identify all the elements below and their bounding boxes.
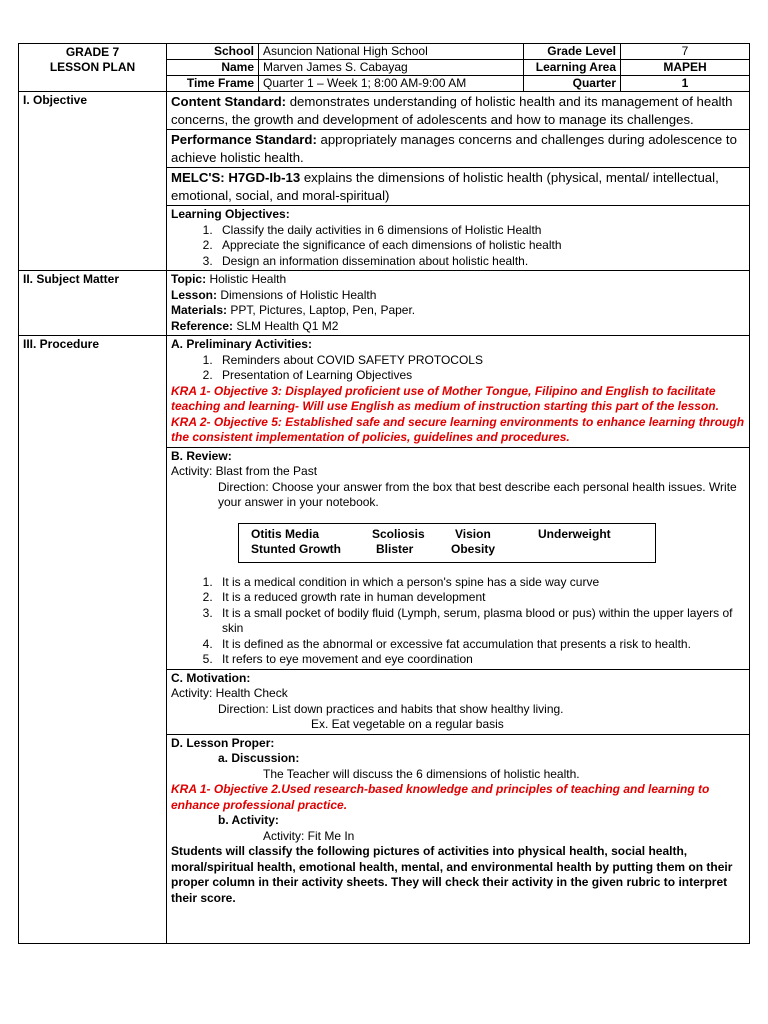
kra1-objective2: KRA 1- Objective 2.Used research-based knowledge and principles of teaching and learning to enhance professional practice.	[171, 782, 710, 812]
answer-box	[238, 523, 656, 563]
list-item: 1. Reminders about COVID SAFETY PROTOCOLS	[216, 353, 745, 369]
subject-matter	[167, 271, 750, 336]
lesson-value: Dimensions of Holistic Health	[217, 287, 377, 302]
review-activity: Activity: Blast from the Past	[171, 464, 318, 478]
content-standard	[167, 92, 750, 130]
list-item: 5. It refers to eye movement and eye coordination	[216, 652, 745, 668]
choice: Obesity	[451, 542, 496, 556]
discussion-label: a. Discussion:	[218, 751, 300, 765]
list-item: 4. It is defined as the abnormal or excessive fat accumulation that presents a risk to health.	[216, 637, 745, 653]
motivation-title: C. Motivation:	[171, 670, 251, 685]
choice: Stunted Growth	[251, 542, 341, 556]
learning-objectives-list	[171, 223, 745, 270]
list-item: 3. Design an information dissemination about holistic health.	[216, 254, 745, 270]
list-item: 1. Classify the daily activities in 6 dimensions of Holistic Health	[216, 223, 745, 239]
performance-standard-label: Performance Standard:	[171, 132, 317, 147]
list-item: 2. Appreciate the significance of each dimensions of holistic health	[216, 238, 745, 254]
discussion-text: The Teacher will discuss the 6 dimensions of holistic health.	[263, 766, 580, 781]
motivation-section	[167, 669, 750, 734]
list-item: 3. It is a small pocket of bodily fluid (Lymph, serum, plasma blood or pus) within the upper layers of skin	[216, 606, 745, 637]
school-value: Asuncion National High School	[259, 44, 524, 60]
materials-value: PPT, Pictures, Laptop, Pen, Paper.	[227, 303, 416, 317]
review-title: B. Review:	[171, 448, 232, 463]
grade-cell	[19, 44, 167, 92]
grade-level-value: 7	[621, 44, 750, 60]
melc	[167, 168, 750, 206]
review-direction: Direction: Choose your answer from the box that best describe each personal health issues. Write your answer in your notebook.	[218, 479, 737, 509]
lesson-plan-label: LESSON PLAN	[49, 60, 136, 74]
reference-value: SLM Health Q1 M2	[233, 318, 339, 333]
preliminary-activities	[167, 336, 750, 448]
choice: Scoliosis	[372, 526, 425, 541]
lesson-plan-page	[18, 43, 749, 944]
lesson-line	[171, 288, 745, 304]
topic-line	[171, 272, 745, 288]
learning-objectives	[167, 206, 750, 271]
lesson-proper-title: D. Lesson Proper:	[171, 735, 275, 750]
learning-objectives-label: Learning Objectives:	[171, 207, 290, 221]
performance-standard	[167, 130, 750, 168]
objective-label: I. Objective	[19, 92, 167, 271]
kra2-objective5: KRA 2- Objective 5: Established safe and secure learning environments to enhance learning through the consistent implementation of policies, guidelines and procedures.	[171, 414, 745, 444]
preliminary-list	[171, 353, 745, 384]
motivation-activity: Activity: Health Check	[171, 686, 288, 700]
choice: Blister	[376, 542, 414, 556]
name-label: Name	[167, 60, 259, 76]
kra1-objective3: KRA 1- Objective 3: Displayed proficient use of Mother Tongue, Filipino and English to facilitate teaching and learning- Will use English as medium of instruction starting this part of the lesson.	[171, 383, 719, 413]
procedure-label: III. Procedure	[19, 336, 167, 944]
activity-text: Students will classify the following pictures of activities into physical health, social health, moral/spiritual health, emotional health, mental, and environmental health by putting them on their proper column in their activity sheets. They will check their activity in the given rubric to interpret their score.	[171, 844, 733, 905]
performance-standard-text: appropriately manages concerns and challenges during adolescence to achieve holistic health.	[171, 132, 737, 165]
learning-area-label: Learning Area	[524, 60, 621, 76]
body-table	[18, 91, 750, 944]
choice: Underweight	[538, 526, 611, 541]
review-list	[171, 575, 745, 668]
motivation-example: Ex. Eat vegetable on a regular basis	[311, 717, 504, 731]
activity-label: b. Activity:	[218, 813, 279, 827]
choice: Vision	[455, 526, 491, 541]
time-frame-value: Quarter 1 – Week 1; 8:00 AM-9:00 AM	[259, 76, 524, 92]
review-section	[167, 447, 750, 669]
grade-label: GRADE 7	[65, 45, 120, 59]
list-item: 1. It is a medical condition in which a person's spine has a side way curve	[216, 575, 745, 591]
melc-label: MELC'S: H7GD-Ib-13	[171, 170, 301, 185]
name-value: Marven James S. Cabayag	[259, 60, 524, 76]
quarter-value: 1	[621, 76, 750, 92]
time-frame-label: Time Frame	[167, 76, 259, 92]
lesson-label: Lesson:	[171, 287, 218, 302]
header-table	[18, 43, 750, 92]
topic-label: Topic:	[171, 272, 207, 286]
activity-name: Activity: Fit Me In	[263, 828, 355, 843]
motivation-direction: Direction: List down practices and habits that show healthy living.	[218, 701, 564, 716]
reference-line	[171, 319, 745, 335]
choice: Otitis Media	[251, 526, 320, 541]
materials-label: Materials:	[171, 303, 228, 317]
lesson-proper-section	[167, 734, 750, 943]
preliminary-title: A. Preliminary Activities:	[171, 337, 312, 351]
melc-text: explains the dimensions of holistic health (physical, mental/ intellectual, emotional, social, and moral-spiritual)	[171, 170, 719, 203]
content-standard-text: demonstrates understanding of holistic health and its management of health concerns, the growth and development of adolescents and how to manage its challenges.	[171, 94, 733, 127]
content-standard-label: Content Standard:	[171, 94, 287, 109]
list-item: 2. It is a reduced growth rate in human development	[216, 590, 745, 606]
learning-area-value: MAPEH	[621, 60, 750, 76]
reference-label: Reference:	[171, 318, 234, 333]
grade-level-label: Grade Level	[524, 44, 621, 60]
school-label: School	[167, 44, 259, 60]
quarter-label: Quarter	[524, 76, 621, 92]
topic-value: Holistic Health	[206, 272, 287, 286]
subject-matter-label: II. Subject Matter	[19, 271, 167, 336]
materials-line	[171, 303, 745, 319]
list-item: 2. Presentation of Learning Objectives	[216, 368, 745, 384]
